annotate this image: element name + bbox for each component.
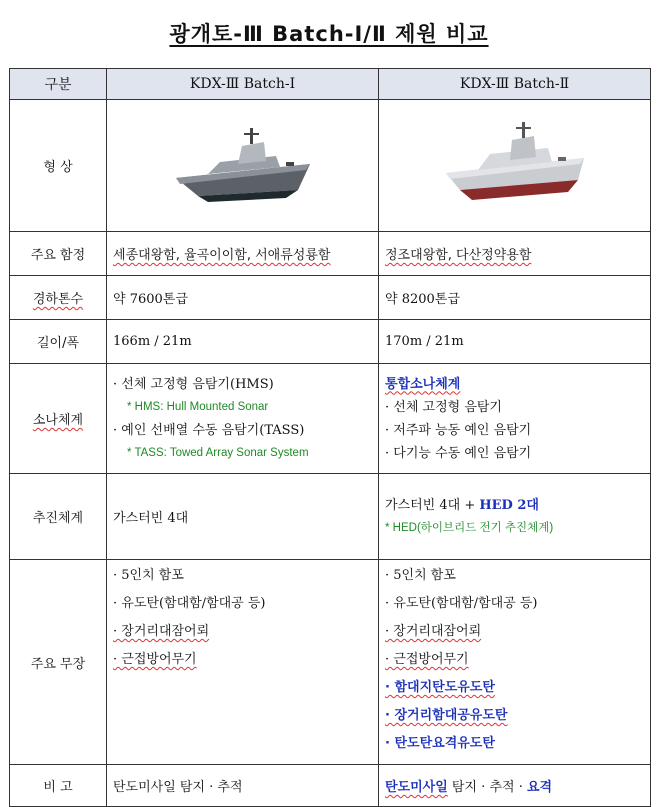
- propulsion-batch1: 가스터빈 4대: [107, 474, 379, 560]
- row-weapons: [10, 560, 651, 765]
- spec-comparison-table: [9, 68, 651, 807]
- row-shape: [10, 100, 651, 232]
- sonar-b2-lf-active: · 저주파 능동 예인 음탐기: [385, 422, 532, 438]
- header-category: 구분: [10, 69, 107, 100]
- sonar-b1-hms-note: * HMS: Hull Mounted Sonar: [127, 400, 269, 413]
- weapon-b2-torpedo: · 장거리대잠어뢰: [385, 624, 482, 639]
- propulsion-batch2: [379, 474, 651, 560]
- weapon-b2-lrsam: · 장거리함대공유도탄: [385, 708, 508, 723]
- weapon-b2-ssbm: · 함대지탄도유도탄: [385, 680, 495, 695]
- label-size: 길이/폭: [10, 320, 107, 364]
- row-sonar: [10, 364, 651, 474]
- row-remarks: [10, 765, 651, 807]
- propulsion-b2-main: 가스터빈 4대 + HED 2대: [385, 497, 539, 513]
- header-row: [10, 69, 651, 100]
- remarks-batch2: 탄도미사일 탐지 · 추적 · 요격: [379, 765, 651, 807]
- weapon-b2-ciws: · 근접방어무기: [385, 652, 469, 667]
- weapon-b1-gun: · 5인치 함포: [113, 568, 184, 583]
- weapon-b2-missile: · 유도탄(함대함/함대공 등): [385, 596, 538, 611]
- sonar-b1-hms: · 선체 고정형 음탐기(HMS): [113, 376, 274, 392]
- label-ships: 주요 함정: [10, 232, 107, 276]
- weapons-batch2: [379, 560, 651, 765]
- sonar-b1-tass: · 예인 선배열 수동 음탐기(TASS): [113, 422, 305, 438]
- sonar-b2-integrated: 통합소나체계: [385, 376, 461, 392]
- weapon-b2-abm: · 탄도탄요격유도탄: [385, 736, 495, 751]
- row-propulsion: [10, 474, 651, 560]
- size-batch2: 170m / 21m: [379, 320, 651, 364]
- sonar-batch2: [379, 364, 651, 474]
- weapons-batch1: [107, 560, 379, 765]
- propulsion-b2-note: * HED(하이브리드 전기 추진체계): [385, 521, 554, 534]
- ships-batch1: 세종대왕함, 율곡이이함, 서애류성룡함: [107, 232, 379, 276]
- sonar-b2-hull: · 선체 고정형 음탐기: [385, 399, 502, 415]
- weapon-b1-ciws: · 근접방어무기: [113, 652, 197, 667]
- destroyer-batch1-image: [168, 118, 318, 213]
- row-size: [10, 320, 651, 364]
- weapon-b1-torpedo: · 장거리대잠어뢰: [113, 624, 210, 639]
- destroyer-batch2-image: [440, 118, 590, 213]
- row-ships: [10, 232, 651, 276]
- document-title: 광개토-Ⅲ Batch-Ⅰ/Ⅱ 제원 비교: [169, 22, 489, 46]
- header-batch1: KDX-Ⅲ Batch-Ⅰ: [107, 69, 379, 100]
- size-batch1: 166m / 21m: [107, 320, 379, 364]
- weapon-b2-gun: · 5인치 함포: [385, 568, 456, 583]
- sonar-b2-passive: · 다기능 수동 예인 음탐기: [385, 445, 532, 461]
- label-sonar: 소나체계: [10, 364, 107, 474]
- header-batch2: KDX-Ⅲ Batch-Ⅱ: [379, 69, 651, 100]
- sonar-batch1: [107, 364, 379, 474]
- tonnage-batch2: 약 8200톤급: [379, 276, 651, 320]
- remarks-batch1: 탄도미사일 탐지 · 추적: [107, 765, 379, 807]
- label-remarks: 비 고: [10, 765, 107, 807]
- label-weapons: 주요 무장: [10, 560, 107, 765]
- tonnage-batch1: 약 7600톤급: [107, 276, 379, 320]
- cell-batch2-image: [379, 100, 651, 232]
- label-shape: 형 상: [10, 100, 107, 232]
- weapon-b1-missile: · 유도탄(함대함/함대공 등): [113, 596, 266, 611]
- label-propulsion: 추진체계: [10, 474, 107, 560]
- sonar-b1-tass-note: * TASS: Towed Array Sonar System: [127, 446, 309, 459]
- row-tonnage: [10, 276, 651, 320]
- ships-batch2: 정조대왕함, 다산정약용함: [379, 232, 651, 276]
- label-tonnage: 경하톤수: [10, 276, 107, 320]
- cell-batch1-image: [107, 100, 379, 232]
